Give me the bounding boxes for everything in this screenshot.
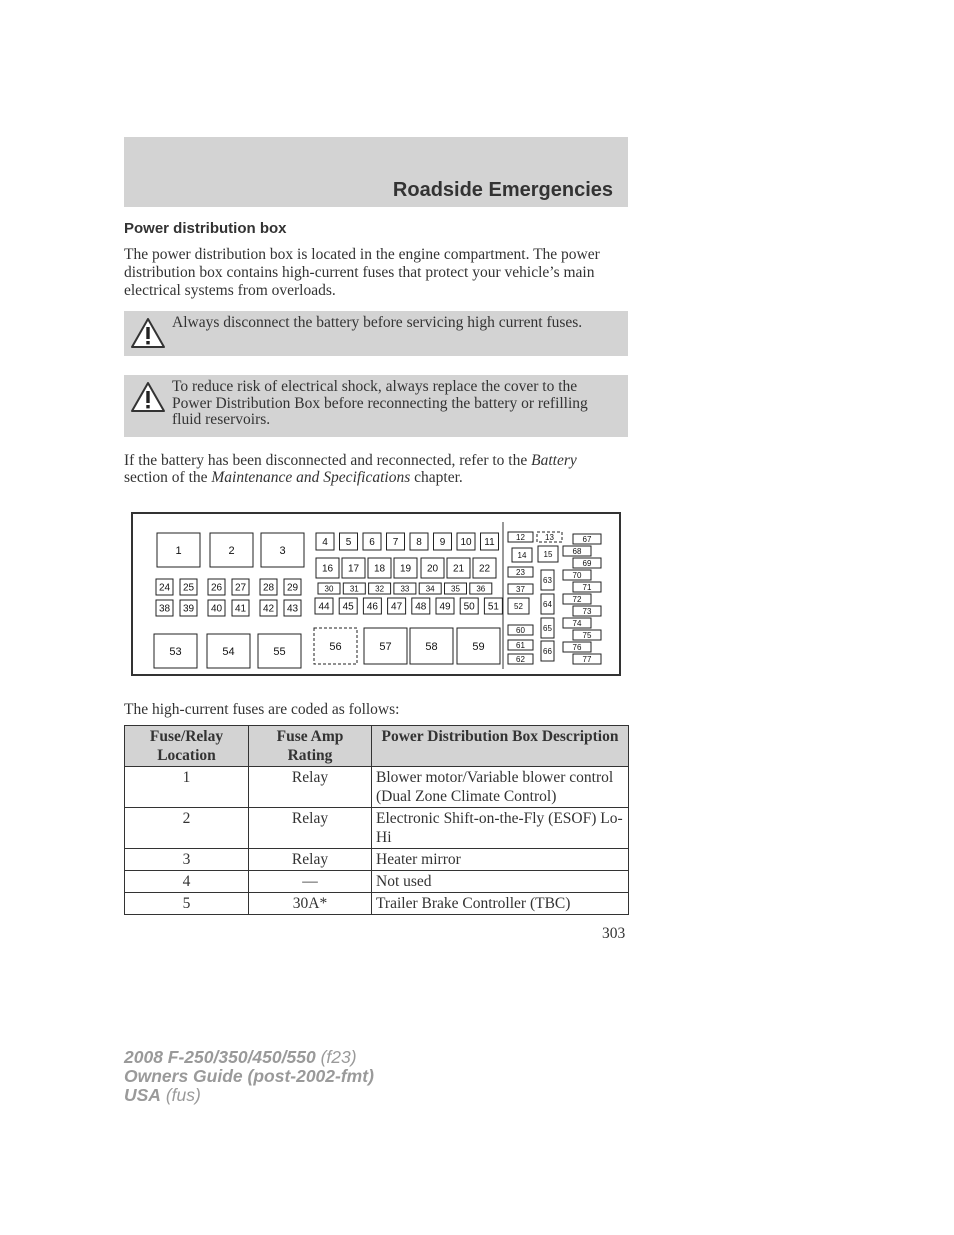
fuse-label: 45	[342, 601, 354, 613]
fuse-label: 19	[399, 563, 412, 575]
page-header-title: Roadside Emergencies	[392, 179, 613, 201]
fuse-label: 39	[182, 603, 195, 615]
fuse-label: 11	[484, 537, 495, 549]
table-row	[125, 808, 629, 849]
fuse-label: 29	[286, 582, 299, 594]
fuse-56	[314, 628, 357, 664]
fuse-label: 14	[517, 550, 527, 560]
fuse-43	[284, 600, 301, 616]
battery-note-mid: section of the	[124, 468, 212, 486]
table-header-row	[125, 726, 629, 767]
cell-rating: Relay	[249, 808, 372, 849]
fuse-label: 61	[516, 640, 525, 650]
fuse-1	[157, 533, 200, 567]
fuse-27	[232, 579, 249, 595]
warning-text-1: Always disconnect the battery before servicing high current fuses.	[172, 314, 583, 331]
fuse-label: 48	[415, 601, 427, 613]
table-intro: The high-current fuses are coded as follows:	[124, 701, 400, 718]
fuse-51	[484, 598, 502, 614]
fuse-label: 76	[572, 642, 582, 652]
fuse-31	[343, 583, 365, 594]
table-row	[125, 871, 629, 893]
fuse-11	[481, 533, 499, 550]
fuse-label: 65	[543, 623, 552, 633]
fuse-label: 30	[324, 584, 334, 594]
fuse-label: 15	[543, 549, 553, 559]
fuse-42	[260, 600, 277, 616]
warning-triangle-icon	[130, 317, 166, 349]
fuse-36	[470, 583, 492, 594]
power-distribution-box-diagram	[131, 512, 621, 676]
fuse-40	[208, 600, 225, 616]
document-footer	[124, 1048, 374, 1105]
fuse-62	[508, 654, 533, 664]
maintenance-link-text: Maintenance and Specifications	[211, 468, 411, 486]
fuse-75	[573, 630, 601, 640]
fuse-label: 37	[516, 584, 525, 594]
fuse-20	[421, 558, 444, 578]
fuse-label: 52	[514, 601, 523, 611]
cell-description: Not used	[372, 871, 629, 893]
fuse-29	[284, 579, 301, 595]
fuse-label: 25	[182, 582, 195, 594]
fuse-label: 36	[476, 584, 486, 594]
fuse-10	[457, 533, 475, 550]
cell-rating: Relay	[249, 767, 372, 808]
cell-rating: —	[249, 871, 372, 893]
fuse-73	[573, 606, 601, 616]
fuse-52	[508, 598, 529, 614]
fuse-label: 10	[460, 537, 472, 549]
fuse-label: 6	[369, 537, 375, 549]
page-number: 303	[602, 925, 626, 942]
header-location: Fuse/Relay Location	[125, 726, 249, 767]
fuse-label: 59	[472, 640, 485, 653]
fuse-label: 28	[262, 582, 275, 594]
fuse-label: 3	[279, 544, 286, 557]
fuse-label: 58	[425, 640, 438, 653]
fuse-13	[537, 532, 562, 542]
fuse-22	[473, 558, 496, 578]
fuse-label: 67	[582, 534, 592, 544]
cell-description: Heater mirror	[372, 849, 629, 871]
battery-note-post: chapter.	[410, 468, 463, 486]
cell-location: 1	[125, 767, 249, 808]
fuse-60	[508, 625, 533, 635]
fuse-label: 13	[545, 532, 554, 542]
fuse-66	[541, 641, 554, 661]
fuse-label: 73	[582, 606, 592, 616]
fuse-label: 5	[345, 537, 352, 549]
fuse-72	[563, 594, 591, 604]
fuse-label: 17	[347, 563, 360, 575]
cell-location: 2	[125, 808, 249, 849]
fuse-label: 32	[375, 584, 385, 594]
fuse-69	[573, 558, 601, 568]
fuse-label: 44	[318, 601, 330, 613]
fuse-label: 68	[572, 546, 582, 556]
fuse-53	[154, 634, 197, 668]
header-bar	[124, 137, 628, 207]
fuse-39	[180, 600, 197, 616]
fuse-label: 8	[416, 537, 422, 549]
fuse-label: 2	[228, 544, 235, 557]
fuse-label: 16	[321, 563, 334, 575]
fuse-55	[258, 634, 301, 668]
fuse-19	[394, 558, 417, 578]
footer-model-code: (f23)	[315, 1047, 357, 1067]
fuse-24	[156, 579, 173, 595]
table-row	[125, 849, 629, 871]
cell-rating: Relay	[249, 849, 372, 871]
cell-location: 3	[125, 849, 249, 871]
fuse-71	[573, 582, 601, 592]
fuse-57	[364, 628, 407, 664]
fuse-77	[573, 654, 601, 664]
fuse-label: 71	[582, 582, 592, 592]
fuse-label: 57	[379, 640, 392, 653]
fuse-label: 74	[572, 618, 582, 628]
fuse-label: 24	[158, 582, 171, 594]
fuse-16	[316, 558, 339, 578]
fuse-label: 35	[451, 584, 460, 594]
warning-triangle-icon	[130, 381, 166, 413]
fuse-label: 1	[175, 544, 182, 557]
fuse-54	[207, 634, 250, 668]
fuse-label: 60	[516, 625, 525, 635]
fuse-67	[573, 534, 601, 544]
fuse-label: 22	[478, 563, 491, 575]
fuse-59	[457, 628, 500, 664]
footer-market: USA	[124, 1085, 161, 1105]
fuse-32	[369, 583, 391, 594]
fuse-4	[316, 533, 334, 550]
fuse-label: 7	[392, 537, 399, 549]
fuse-label: 62	[516, 654, 525, 664]
warning-box-2	[124, 375, 628, 437]
fuse-label: 31	[349, 584, 359, 594]
fuse-37	[508, 584, 533, 594]
warning-text-2: To reduce risk of electrical shock, always replace the cover to the Power Distribution Box before reconnecting the battery or refilling fluid reservoirs.	[172, 378, 588, 428]
fuse-label: 27	[234, 582, 247, 594]
fuse-label: 56	[329, 640, 342, 653]
fuse-63	[541, 570, 554, 590]
fuse-label: 4	[322, 537, 328, 549]
fuse-table	[124, 725, 629, 915]
fuse-label: 75	[582, 630, 592, 640]
fuse-label: 49	[439, 601, 451, 613]
fuse-18	[368, 558, 391, 578]
fuse-12	[508, 532, 533, 542]
header-description: Power Distribution Box Description	[372, 726, 629, 767]
fuse-9	[434, 533, 452, 550]
fuse-label: 12	[516, 532, 525, 542]
fuse-21	[447, 558, 470, 578]
fuse-68	[563, 546, 591, 556]
fuse-48	[412, 598, 430, 614]
cell-description: Blower motor/Variable blower control (Dual Zone Climate Control)	[372, 767, 629, 808]
fuse-label: 38	[158, 603, 171, 615]
fuse-label: 20	[426, 563, 439, 575]
fuse-label: 26	[210, 582, 223, 594]
warning-box-1	[124, 311, 628, 356]
fuse-25	[180, 579, 197, 595]
fuse-33	[394, 583, 416, 594]
footer-guide: Owners Guide (post-2002-fmt)	[124, 1066, 374, 1086]
fuse-label: 18	[373, 563, 386, 575]
fuse-label: 69	[582, 558, 592, 568]
battery-link-text: Battery	[531, 452, 577, 469]
header-amp-rating: Fuse Amp Rating	[249, 726, 372, 767]
fuse-46	[363, 598, 381, 614]
fuse-label: 40	[210, 603, 223, 615]
cell-description: Trailer Brake Controller (TBC)	[372, 893, 629, 915]
fuse-41	[232, 600, 249, 616]
fuse-34	[419, 583, 441, 594]
fuse-26	[208, 579, 225, 595]
cell-description: Electronic Shift-on-the-Fly (ESOF) Lo-Hi	[372, 808, 629, 849]
fuse-30	[318, 583, 340, 594]
fuse-label: 47	[391, 601, 403, 613]
fuse-label: 43	[286, 603, 299, 615]
fuse-65	[541, 618, 554, 638]
intro-paragraph: The power distribution box is located in the engine compartment. The power distribution box contains high-current fuses that protect your vehicle’s main electrical systems from overloads.	[124, 246, 600, 299]
fuse-label: 72	[572, 594, 582, 604]
cell-rating: 30A*	[249, 893, 372, 915]
fuse-3	[261, 533, 304, 567]
fuse-label: 55	[273, 645, 286, 658]
fuse-label: 34	[425, 584, 435, 594]
fuse-17	[342, 558, 365, 578]
fuse-label: 50	[463, 601, 475, 613]
fuse-label: 51	[487, 601, 499, 613]
fuse-23	[508, 567, 533, 577]
fuse-5	[340, 533, 358, 550]
battery-note	[124, 453, 624, 486]
fuse-47	[388, 598, 406, 614]
cell-location: 5	[125, 893, 249, 915]
fuse-28	[260, 579, 277, 595]
fuse-label: 41	[234, 603, 247, 615]
fuse-label: 77	[582, 654, 592, 664]
fuse-8	[410, 533, 428, 550]
fuse-label: 63	[543, 575, 552, 585]
fuse-label: 46	[366, 601, 378, 613]
fuse-49	[436, 598, 454, 614]
fuse-50	[460, 598, 478, 614]
table-row	[125, 767, 629, 808]
fuse-label: 54	[222, 645, 235, 658]
table-row	[125, 893, 629, 915]
fuse-76	[563, 642, 591, 652]
fuse-label: 21	[452, 563, 465, 575]
fuse-2	[210, 533, 253, 567]
footer-market-code: (fus)	[160, 1085, 201, 1105]
fuse-44	[315, 598, 333, 614]
fuse-14	[512, 548, 532, 562]
fuse-6	[363, 533, 381, 550]
fuse-label: 42	[262, 603, 275, 615]
fuse-label: 66	[543, 646, 552, 656]
fuse-64	[541, 594, 554, 614]
fuse-label: 23	[516, 567, 525, 577]
footer-model: 2008 F-250/350/450/550	[124, 1047, 316, 1067]
fuse-label: 53	[169, 645, 182, 658]
fuse-38	[156, 600, 173, 616]
fuse-35	[445, 583, 467, 594]
fuse-label: 64	[543, 599, 552, 609]
fuse-15	[538, 546, 558, 562]
fuse-label: 33	[400, 584, 410, 594]
cell-location: 4	[125, 871, 249, 893]
battery-note-pre: If the battery has been disconnected and reconnected, refer to the	[124, 452, 532, 469]
fuse-61	[508, 640, 533, 650]
fuse-74	[563, 618, 591, 628]
fuse-label: 9	[439, 537, 446, 549]
fuse-label: 70	[572, 570, 582, 580]
fuse-7	[387, 533, 405, 550]
section-title: Power distribution box	[124, 220, 287, 237]
fuse-70	[563, 570, 591, 580]
fuse-58	[410, 628, 453, 664]
fuse-45	[339, 598, 357, 614]
